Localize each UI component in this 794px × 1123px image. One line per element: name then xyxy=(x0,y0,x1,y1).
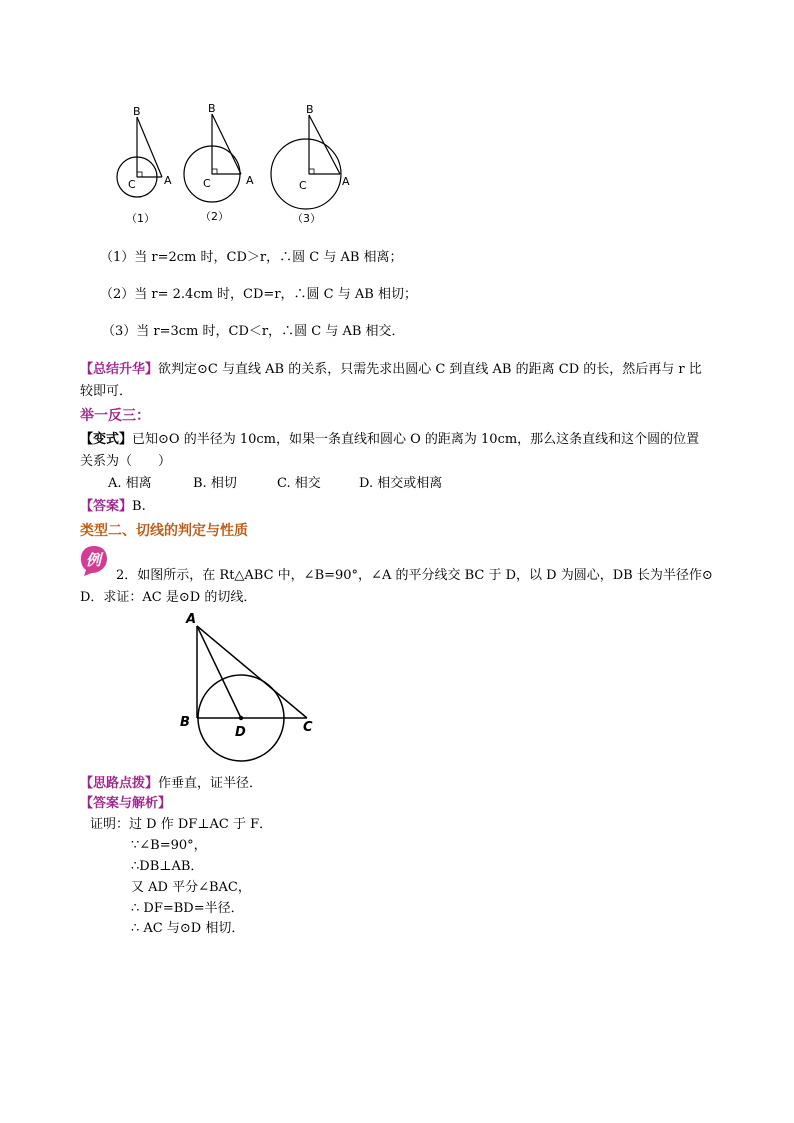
caption-1: （1） xyxy=(126,212,155,225)
caption-2: （2） xyxy=(200,210,229,223)
proof-line-3: ∴DB⊥AB． xyxy=(131,859,204,874)
type2-heading: 类型二、切线的判定与性质 xyxy=(80,523,248,539)
answer-tag: 【答案】 xyxy=(80,499,133,514)
fig3-label-c: C xyxy=(299,179,307,192)
summary-text-1: 欲判定⊙C 与直线 AB 的关系，只需先求出圆心 C 到直线 AB 的距离 CD 的长，然后再与 r 比 xyxy=(158,362,702,377)
proof-line-4: 又 AD 平分∠BAC， xyxy=(131,880,251,895)
fig3-label-b: B xyxy=(306,103,314,116)
tangent-label-b: B xyxy=(180,715,190,730)
summary-line-2: 较即可． xyxy=(80,384,133,399)
tangent-label-c: C xyxy=(303,720,313,735)
fig3-label-a: A xyxy=(342,175,350,188)
proof-line-2: ∵∠B=90°， xyxy=(131,838,207,853)
option-d: D. 相交或相离 xyxy=(359,476,443,491)
tangent-label-a: A xyxy=(186,612,197,627)
options-row xyxy=(108,475,442,493)
proof-line-6: ∴ AC 与⊙D 相切． xyxy=(131,921,245,936)
figure-1 xyxy=(117,105,172,197)
figure-2 xyxy=(184,102,254,202)
option-c: C. 相交 xyxy=(277,476,321,491)
variant-text-1: 已知⊙O 的半径为 10cm，如果一条直线和圆心 O 的距离为 10cm，那么这条直线和这个圆的位置 xyxy=(132,432,700,447)
figure-3 xyxy=(271,103,350,209)
answer-line xyxy=(80,498,146,516)
case-2: （2）当 r= 2.4cm 时，CD=r，∴圆 C 与 AB 相切； xyxy=(100,287,417,302)
fig2-label-a: A xyxy=(246,174,254,187)
answer-text: B. xyxy=(132,499,146,514)
practice-heading: 举一反三： xyxy=(80,408,150,424)
variant-line-1 xyxy=(80,431,699,449)
solution-tag: 【答案与解析】 xyxy=(80,796,172,811)
caption-3: （3） xyxy=(292,212,321,225)
variant-tag: 【变式】 xyxy=(80,432,133,447)
problem-line-2: D．求证：AC 是⊙D 的切线． xyxy=(80,590,257,605)
summary-tag: 【总结升华】 xyxy=(80,362,159,377)
tangent-figure xyxy=(175,605,325,770)
case-3: （3）当 r=3cm 时，CD＜r，∴圆 C 与 AB 相交． xyxy=(102,324,405,339)
tangent-label-d: D xyxy=(235,725,246,740)
option-b: B. 相切 xyxy=(193,476,237,491)
proof-line-5: ∴ DF=BD=半径． xyxy=(131,901,244,916)
circle-figures-top xyxy=(100,98,370,233)
problem-line-1: 2．如图所示，在 Rt△ABC 中，∠B=90°，∠A 的平分线交 BC 于 D，以 D 为圆心，DB 长为半径作⊙ xyxy=(116,568,713,583)
hint-text: 作垂直，证半径． xyxy=(158,776,263,791)
example-badge xyxy=(80,545,106,575)
fig1-label-a: A xyxy=(164,174,172,187)
option-a: A. 相离 xyxy=(108,476,152,491)
hint-tag: 【思路点拨】 xyxy=(80,776,159,791)
example-badge-label: 例 xyxy=(86,551,102,569)
fig1-label-b: B xyxy=(133,105,141,118)
fig1-label-c: C xyxy=(128,178,136,191)
proof-line-1: 证明：过 D 作 DF⊥AC 于 F． xyxy=(90,817,273,832)
hint-line xyxy=(80,775,262,793)
fig2-label-c: C xyxy=(203,177,211,190)
variant-line-2: 关系为（ ） xyxy=(80,454,172,469)
fig2-label-b: B xyxy=(208,102,216,115)
summary-line-1 xyxy=(80,361,702,379)
case-1: （1）当 r=2cm 时，CD＞r，∴圆 C 与 AB 相离； xyxy=(100,250,403,265)
